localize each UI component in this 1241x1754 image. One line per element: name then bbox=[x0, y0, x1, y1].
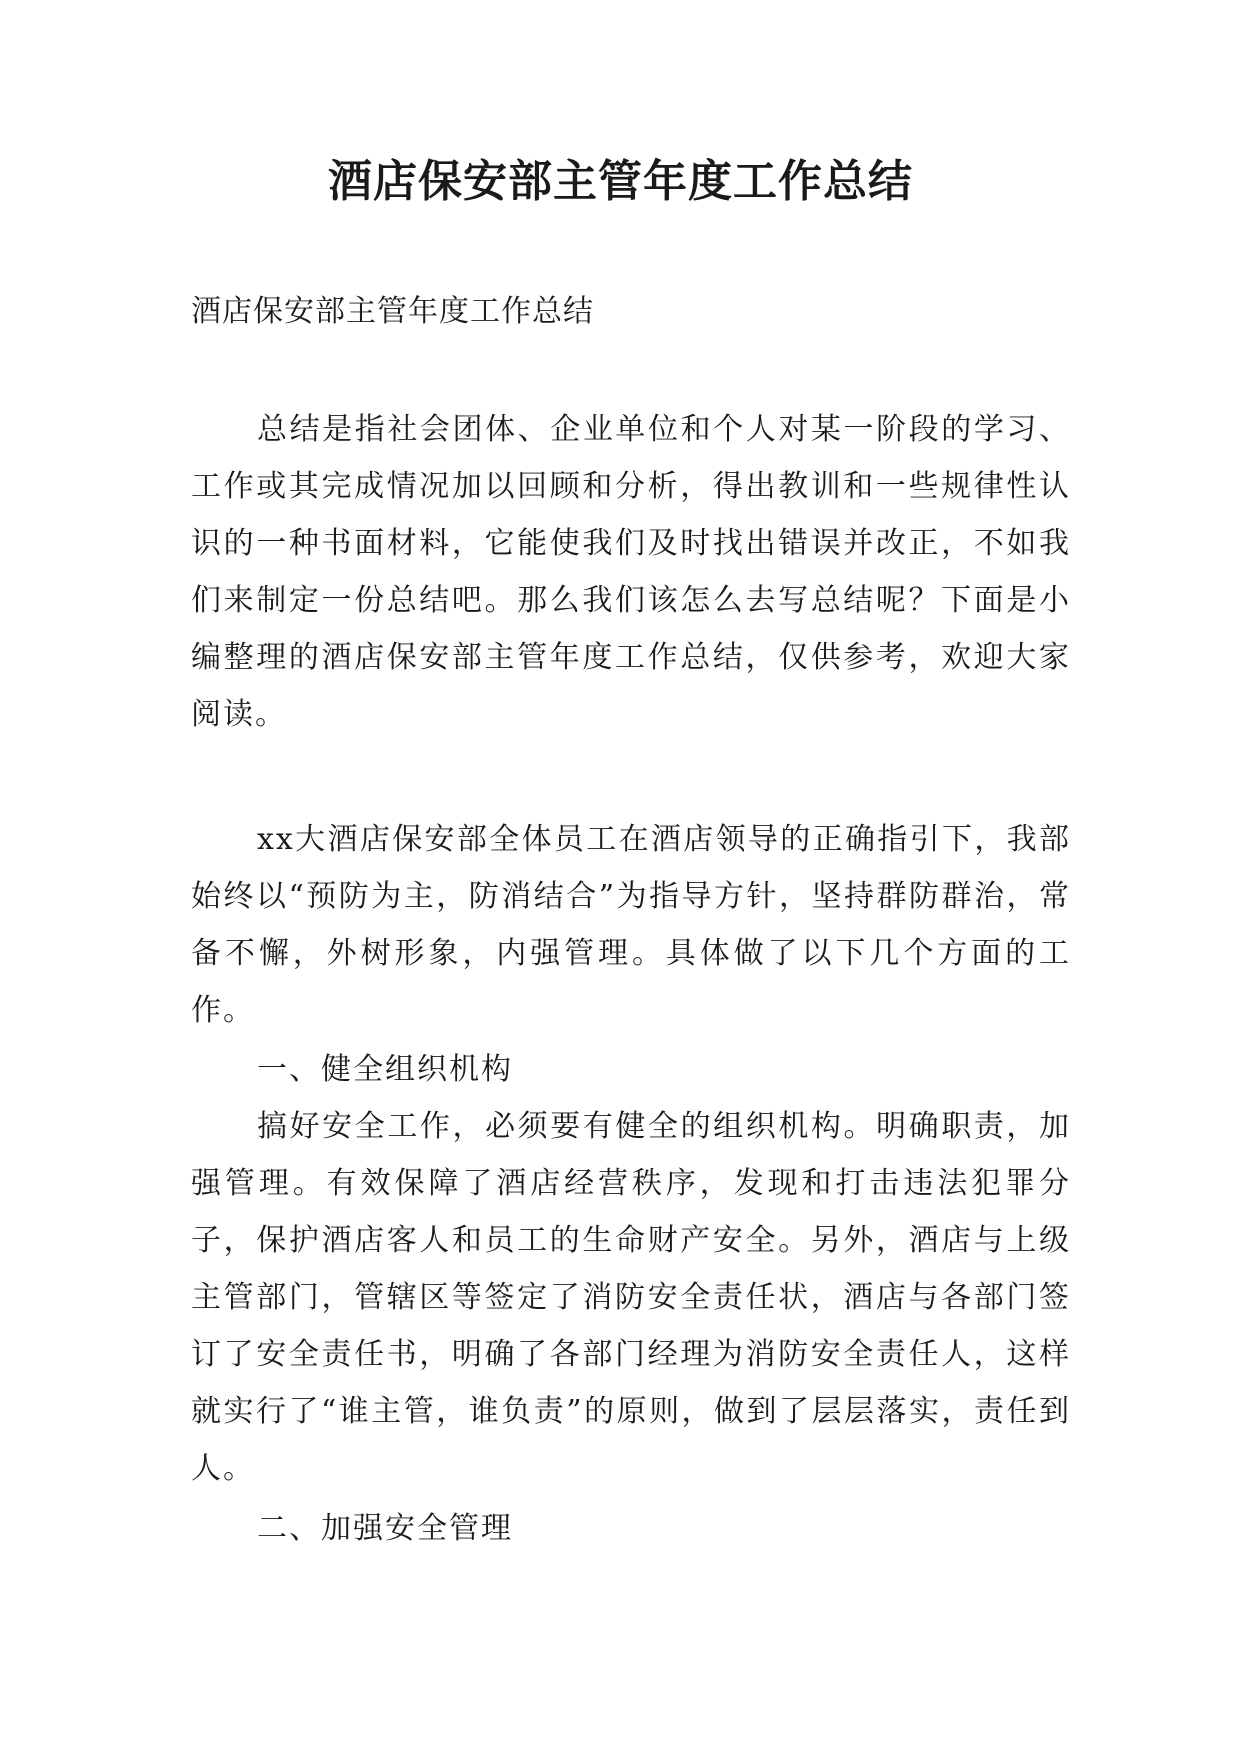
document-title: 酒店保安部主管年度工作总结 bbox=[328, 156, 913, 207]
section-heading-2: 二、加强安全管理 bbox=[257, 1511, 513, 1546]
section-heading-1: 一、健全组织机构 bbox=[257, 1052, 513, 1087]
section-1-paragraph: 搞好安全工作，必须要有健全的组织机构。明确职责，加强管理。有效保障了酒店经营秩序，发现和打击违法犯罪分子，保护酒店客人和员工的生命财产安全。另外，酒店与上级主管部门，管辖区等签定了消防安全责任状，酒店与各部门签订了安全责任书，明确了各部门经理为消防安全责任人，这样就实行了“谁主管，谁负责”的原则，做到了层层落实，责任到人。 bbox=[191, 1109, 1071, 1486]
intro-paragraph: 总结是指社会团体、企业单位和个人对某一阶段的学习、工作或其完成情况加以回顾和分析，得出教训和一些规律性认识的一种书面材料，它能使我们及时找出错误并改正，不如我们来制定一份总结吧。那么我们该怎么去写总结呢？下面是小编整理的酒店保安部主管年度工作总结，仅供参考，欢迎大家阅读。 bbox=[191, 412, 1071, 732]
document-subtitle: 酒店保安部主管年度工作总结 bbox=[191, 294, 594, 329]
overview-paragraph: xx大酒店保安部全体员工在酒店领导的正确指引下，我部始终以“预防为主，防消结合”为指导方针，坚持群防群治，常备不懈，外树形象，内强管理。具体做了以下几个方面的工作。 bbox=[191, 822, 1071, 1028]
